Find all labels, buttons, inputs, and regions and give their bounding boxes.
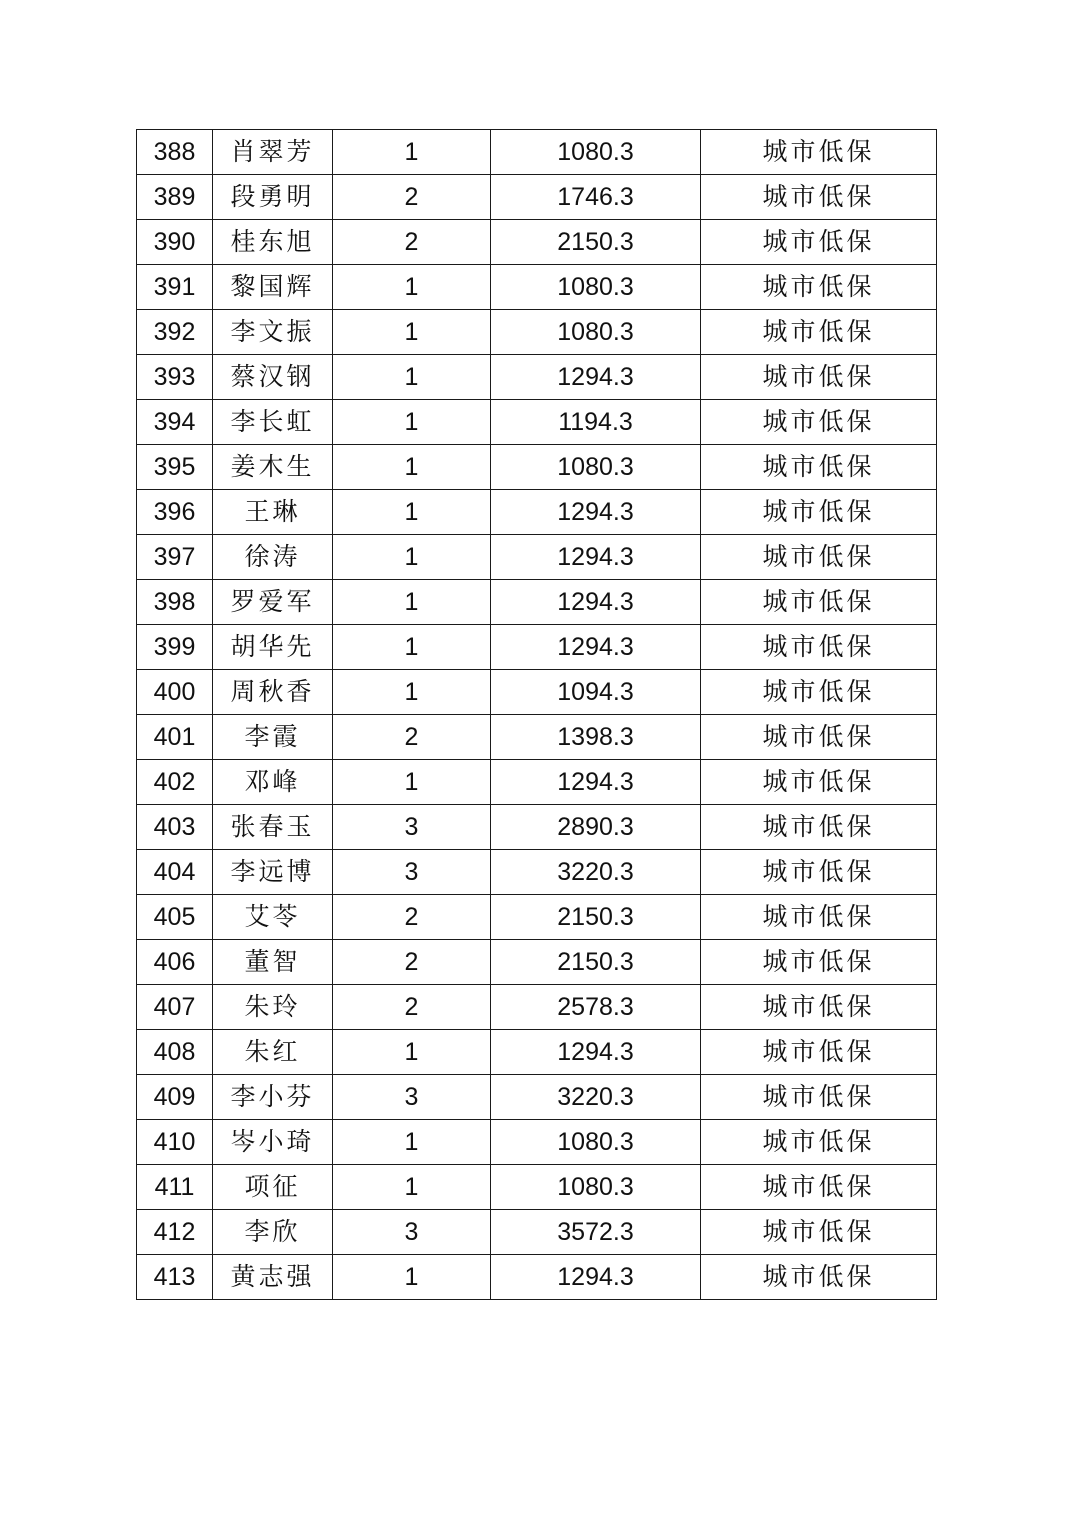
cell-household-count: 1	[333, 535, 491, 580]
cell-household-count: 1	[333, 265, 491, 310]
cell-name: 李欣	[213, 1210, 333, 1255]
cell-serial-number: 396	[137, 490, 213, 535]
cell-amount: 1194.3	[491, 400, 701, 445]
cell-household-count: 1	[333, 310, 491, 355]
cell-name: 朱红	[213, 1030, 333, 1075]
table-row	[137, 220, 937, 265]
table-row	[137, 760, 937, 805]
cell-amount: 1094.3	[491, 670, 701, 715]
cell-assistance-type: 城市低保	[701, 715, 937, 760]
cell-serial-number: 403	[137, 805, 213, 850]
cell-household-count: 3	[333, 1075, 491, 1120]
cell-name: 罗爱军	[213, 580, 333, 625]
table-row	[137, 310, 937, 355]
table-row	[137, 175, 937, 220]
cell-household-count: 1	[333, 445, 491, 490]
cell-assistance-type: 城市低保	[701, 535, 937, 580]
cell-serial-number: 406	[137, 940, 213, 985]
cell-serial-number: 413	[137, 1255, 213, 1300]
cell-assistance-type: 城市低保	[701, 805, 937, 850]
cell-assistance-type: 城市低保	[701, 400, 937, 445]
table-row	[137, 625, 937, 670]
cell-serial-number: 394	[137, 400, 213, 445]
cell-name: 姜木生	[213, 445, 333, 490]
cell-household-count: 1	[333, 355, 491, 400]
cell-amount: 1294.3	[491, 535, 701, 580]
cell-assistance-type: 城市低保	[701, 1120, 937, 1165]
cell-amount: 1294.3	[491, 625, 701, 670]
cell-amount: 1080.3	[491, 1165, 701, 1210]
cell-household-count: 3	[333, 1210, 491, 1255]
cell-amount: 2150.3	[491, 940, 701, 985]
cell-assistance-type: 城市低保	[701, 940, 937, 985]
cell-serial-number: 389	[137, 175, 213, 220]
cell-amount: 1746.3	[491, 175, 701, 220]
cell-assistance-type: 城市低保	[701, 175, 937, 220]
cell-assistance-type: 城市低保	[701, 1165, 937, 1210]
table-row	[137, 715, 937, 760]
cell-name: 李文振	[213, 310, 333, 355]
cell-serial-number: 405	[137, 895, 213, 940]
cell-amount: 2890.3	[491, 805, 701, 850]
cell-amount: 1294.3	[491, 1255, 701, 1300]
cell-serial-number: 407	[137, 985, 213, 1030]
cell-serial-number: 409	[137, 1075, 213, 1120]
table-row	[137, 1210, 937, 1255]
cell-serial-number: 410	[137, 1120, 213, 1165]
cell-amount: 2150.3	[491, 895, 701, 940]
cell-household-count: 3	[333, 805, 491, 850]
cell-household-count: 1	[333, 1120, 491, 1165]
cell-name: 段勇明	[213, 175, 333, 220]
cell-assistance-type: 城市低保	[701, 895, 937, 940]
table-row	[137, 400, 937, 445]
cell-household-count: 1	[333, 490, 491, 535]
cell-household-count: 1	[333, 580, 491, 625]
cell-serial-number: 397	[137, 535, 213, 580]
table-row	[137, 940, 937, 985]
cell-assistance-type: 城市低保	[701, 220, 937, 265]
cell-name: 张春玉	[213, 805, 333, 850]
cell-assistance-type: 城市低保	[701, 1255, 937, 1300]
beneficiary-table	[136, 129, 937, 1300]
cell-amount: 1294.3	[491, 760, 701, 805]
cell-assistance-type: 城市低保	[701, 265, 937, 310]
table-row	[137, 355, 937, 400]
table-row	[137, 580, 937, 625]
table-row	[137, 1255, 937, 1300]
cell-household-count: 2	[333, 175, 491, 220]
cell-amount: 1080.3	[491, 310, 701, 355]
cell-assistance-type: 城市低保	[701, 1210, 937, 1255]
cell-amount: 3220.3	[491, 1075, 701, 1120]
cell-name: 项征	[213, 1165, 333, 1210]
cell-name: 朱玲	[213, 985, 333, 1030]
cell-household-count: 2	[333, 895, 491, 940]
cell-assistance-type: 城市低保	[701, 760, 937, 805]
cell-amount: 1080.3	[491, 445, 701, 490]
cell-assistance-type: 城市低保	[701, 445, 937, 490]
cell-assistance-type: 城市低保	[701, 1030, 937, 1075]
cell-assistance-type: 城市低保	[701, 1075, 937, 1120]
table-row	[137, 895, 937, 940]
cell-name: 李远博	[213, 850, 333, 895]
cell-serial-number: 399	[137, 625, 213, 670]
table-row	[137, 535, 937, 580]
cell-name: 桂东旭	[213, 220, 333, 265]
table-row	[137, 490, 937, 535]
table-row	[137, 1075, 937, 1120]
cell-serial-number: 408	[137, 1030, 213, 1075]
cell-serial-number: 402	[137, 760, 213, 805]
cell-amount: 3220.3	[491, 850, 701, 895]
cell-serial-number: 392	[137, 310, 213, 355]
cell-name: 邓峰	[213, 760, 333, 805]
cell-name: 周秋香	[213, 670, 333, 715]
cell-serial-number: 388	[137, 130, 213, 175]
cell-serial-number: 395	[137, 445, 213, 490]
cell-assistance-type: 城市低保	[701, 670, 937, 715]
cell-amount: 1080.3	[491, 1120, 701, 1165]
cell-household-count: 1	[333, 760, 491, 805]
cell-name: 李长虹	[213, 400, 333, 445]
cell-amount: 1398.3	[491, 715, 701, 760]
cell-serial-number: 400	[137, 670, 213, 715]
cell-amount: 1294.3	[491, 490, 701, 535]
cell-name: 艾苓	[213, 895, 333, 940]
cell-assistance-type: 城市低保	[701, 490, 937, 535]
table-row	[137, 805, 937, 850]
cell-assistance-type: 城市低保	[701, 130, 937, 175]
cell-household-count: 1	[333, 130, 491, 175]
cell-name: 黄志强	[213, 1255, 333, 1300]
cell-household-count: 1	[333, 670, 491, 715]
cell-assistance-type: 城市低保	[701, 310, 937, 355]
cell-amount: 3572.3	[491, 1210, 701, 1255]
cell-amount: 2578.3	[491, 985, 701, 1030]
cell-assistance-type: 城市低保	[701, 850, 937, 895]
cell-household-count: 1	[333, 1165, 491, 1210]
cell-household-count: 1	[333, 400, 491, 445]
cell-serial-number: 393	[137, 355, 213, 400]
cell-amount: 1294.3	[491, 355, 701, 400]
cell-serial-number: 401	[137, 715, 213, 760]
cell-name: 王琳	[213, 490, 333, 535]
table-body	[137, 130, 937, 1300]
table-row	[137, 1165, 937, 1210]
cell-serial-number: 390	[137, 220, 213, 265]
table-row	[137, 1120, 937, 1165]
cell-name: 李霞	[213, 715, 333, 760]
cell-assistance-type: 城市低保	[701, 580, 937, 625]
cell-amount: 1294.3	[491, 580, 701, 625]
cell-serial-number: 411	[137, 1165, 213, 1210]
cell-assistance-type: 城市低保	[701, 985, 937, 1030]
cell-household-count: 2	[333, 985, 491, 1030]
table-row	[137, 1030, 937, 1075]
table-row	[137, 850, 937, 895]
cell-household-count: 1	[333, 1255, 491, 1300]
cell-amount: 2150.3	[491, 220, 701, 265]
table-row	[137, 985, 937, 1030]
cell-household-count: 2	[333, 715, 491, 760]
cell-name: 董智	[213, 940, 333, 985]
cell-household-count: 3	[333, 850, 491, 895]
cell-household-count: 1	[333, 1030, 491, 1075]
cell-assistance-type: 城市低保	[701, 625, 937, 670]
cell-amount: 1080.3	[491, 130, 701, 175]
cell-name: 蔡汉钢	[213, 355, 333, 400]
cell-amount: 1080.3	[491, 265, 701, 310]
cell-serial-number: 412	[137, 1210, 213, 1255]
cell-amount: 1294.3	[491, 1030, 701, 1075]
table-row	[137, 265, 937, 310]
cell-serial-number: 391	[137, 265, 213, 310]
cell-serial-number: 404	[137, 850, 213, 895]
cell-name: 肖翠芳	[213, 130, 333, 175]
table-row	[137, 130, 937, 175]
cell-name: 黎国辉	[213, 265, 333, 310]
cell-assistance-type: 城市低保	[701, 355, 937, 400]
cell-household-count: 2	[333, 220, 491, 265]
cell-household-count: 1	[333, 625, 491, 670]
cell-name: 岑小琦	[213, 1120, 333, 1165]
table-row	[137, 670, 937, 715]
cell-name: 胡华先	[213, 625, 333, 670]
cell-name: 李小芬	[213, 1075, 333, 1120]
cell-household-count: 2	[333, 940, 491, 985]
cell-serial-number: 398	[137, 580, 213, 625]
cell-name: 徐涛	[213, 535, 333, 580]
table-row	[137, 445, 937, 490]
